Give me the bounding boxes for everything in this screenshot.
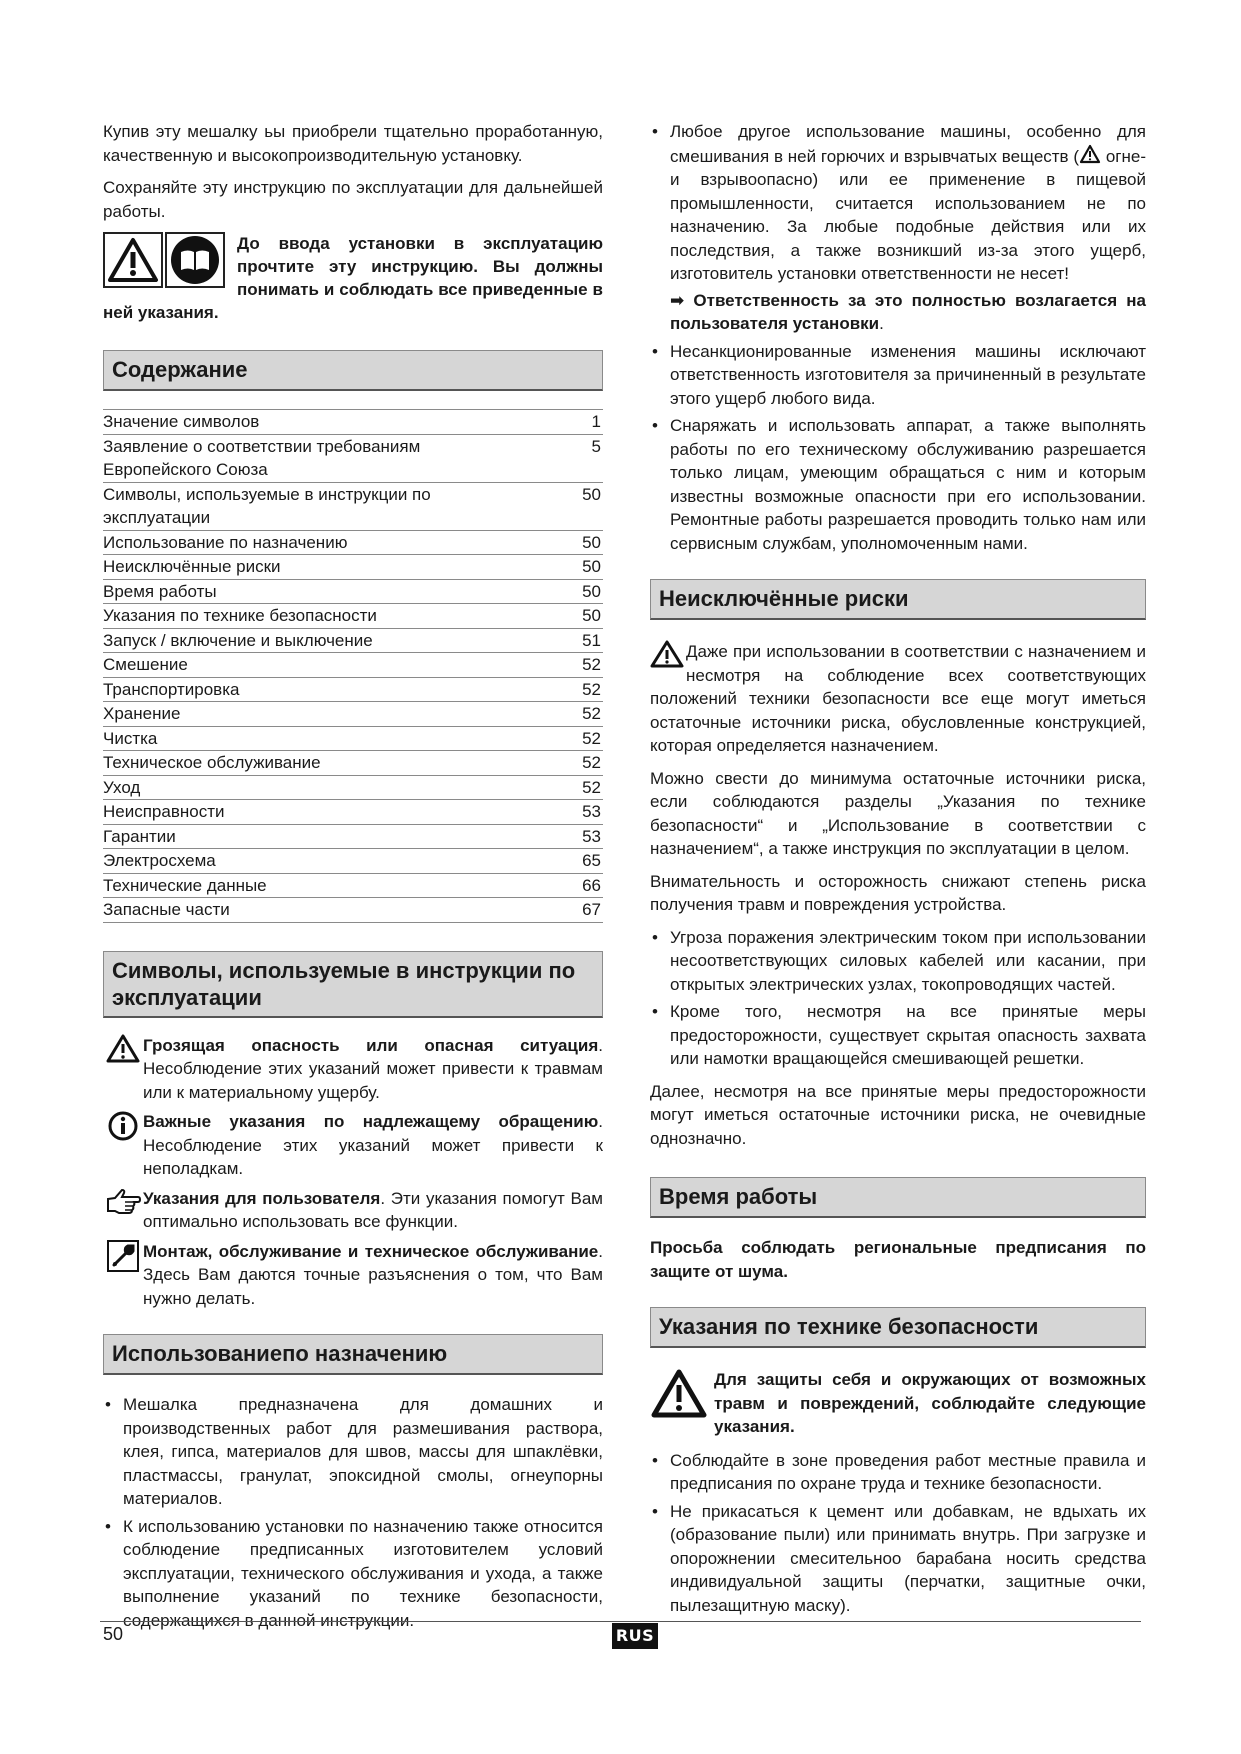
- intro-paragraph-keep: Сохраняйте эту инструкцию по эксплуатации для дальнейшей работы.: [103, 178, 603, 221]
- page-number: 50: [103, 1624, 124, 1644]
- toc-label: Указания по технике безопасности: [103, 606, 377, 625]
- symbol-row: [103, 1110, 603, 1181]
- list-item: • Мешалка предназначена для домашних и производственных работ для размешивания раствора, клея, гипса, материалов для швов, массы для шпаклёвки, пластмассы, гранулат, эпоксидной смолы, огнеупорны материалов.: [103, 1393, 603, 1511]
- toc-page: 52: [582, 753, 601, 772]
- toc-row: [103, 776, 603, 801]
- symbol-row: [103, 1034, 603, 1105]
- toc-label: Чистка: [103, 728, 158, 748]
- toc-label: Уход: [103, 777, 141, 797]
- intro-paragraph: Купив эту мешалку ьы приобрели тщательно проработанную, качественную и высокопроизводительную установку.: [103, 122, 603, 165]
- work-time-text: Просьба соблюдать региональные предписания по защите от шума.: [650, 1238, 1146, 1281]
- toc-row: [103, 653, 603, 678]
- toc-label: Запасные части: [103, 900, 230, 919]
- toc-page: 50: [582, 557, 601, 576]
- toc-label: Символы, используемые в инструкции по эксплуатации: [103, 484, 431, 527]
- toc-row: [103, 629, 603, 654]
- toc-label: Гарантии: [103, 826, 176, 846]
- safety-list: [650, 1449, 1146, 1618]
- toc-row: [103, 874, 603, 899]
- toc-page: 5: [591, 436, 601, 456]
- toc-page: 50: [582, 606, 601, 625]
- misuse-list: [650, 120, 1146, 555]
- arrow-right-icon: ➡: [670, 290, 685, 310]
- risks-list: [650, 926, 1146, 1071]
- intended-use-list: [103, 1393, 603, 1632]
- toc-row: [103, 483, 603, 531]
- toc-label: Использование по назначению: [103, 532, 348, 552]
- toc-label: Неисключённые риски: [103, 557, 281, 576]
- symbol-description: Указания для пользователя. Эти указания помогут Вам оптимально использовать все функции.: [143, 1188, 603, 1231]
- warning-read-manual-icons: [103, 232, 227, 293]
- symbols-list: [103, 1034, 603, 1311]
- risks-paragraph: Можно свести до минимума остаточные источники риска, если соблюдаются разделы „Указания по технике безопасности“ и „Использование в соответствии с назначением“, а также инструкция по эксплуатации в целом.: [650, 768, 1146, 858]
- toc-label: Значение символов: [103, 412, 260, 431]
- toc-page: 50: [582, 532, 601, 552]
- symbol-description: Грозящая опасность или опасная ситуация. Несоблюдение этих указаний может привести к травмам или к материальному ущербу.: [143, 1035, 603, 1102]
- toc-row: [103, 555, 603, 580]
- list-item: • Кроме того, несмотря на все принятые меры предосторожности, существует скрытая опасность захвата или намотки вращающейся смешивающей решетки.: [650, 1000, 1146, 1071]
- toc-page: 66: [582, 875, 601, 895]
- info-icon: [103, 1110, 143, 1150]
- right-column: [650, 120, 1146, 1621]
- intended-use-title: Использованиепо назначению: [103, 1334, 603, 1375]
- toc-row: [103, 898, 603, 923]
- toc-row: [103, 409, 603, 435]
- risks-paragraph: Внимательность и осторожность снижают степень риска получения травм и повреждения устройства.: [650, 871, 1146, 914]
- intro-warning: До ввода установки в эксплуатацию прочтите эту инструкцию. Вы должны понимать и соблюдать все приведенные в ней указания.: [103, 234, 603, 322]
- toc-row: [103, 727, 603, 752]
- work-time-title: Время работы: [650, 1177, 1146, 1218]
- warning-triangle-icon: [1079, 144, 1101, 164]
- list-item: • Несанкционированные изменения машины исключают ответственность изготовителя за причиненный в результате этого ущерб любого вида.: [650, 340, 1146, 411]
- warning-triangle-icon: [650, 1368, 708, 1420]
- responsibility-note: ➡ Ответственность за это полностью возлагается на пользователя установки.: [670, 290, 1146, 333]
- risks-title: Неисключённые риски: [650, 579, 1146, 620]
- toc-row: [103, 580, 603, 605]
- toc-page: 65: [582, 851, 601, 870]
- toc-label: Хранение: [103, 704, 181, 723]
- toc-page: 53: [582, 826, 601, 846]
- list-item: • Не прикасаться к цемент или добавкам, не вдыхать их (образование пыли) или принимать внутрь. При загрузке и опорожнении смесительноо барабана носить средства индивидуальной защиты (перчатки, защитные очки, пылезащитную маску).: [650, 1500, 1146, 1618]
- toc-label: Запуск / включение и выключение: [103, 630, 373, 650]
- list-item: • Снаряжать и использовать аппарат, а также выполнять работы по его техническому обслуживанию разрешается только лицам, умеющим обращаться с ним и которым известны возможные опасности при его использовании. Ремонтные работы разрешается проводить только нам или сервисным службам, уполномоченным нами.: [650, 414, 1146, 555]
- toc-row: [103, 849, 603, 874]
- warning-triangle-icon: [650, 640, 684, 668]
- toc-label: Смешение: [103, 655, 188, 674]
- toc-label: Неисправности: [103, 802, 225, 821]
- toc-row: [103, 702, 603, 727]
- toc-page: 1: [591, 412, 601, 431]
- toc-list: [103, 409, 603, 923]
- pointing-hand-icon: [103, 1187, 143, 1227]
- toc-page: 52: [582, 777, 601, 797]
- toc-page: 50: [582, 581, 601, 601]
- toc-row: [103, 751, 603, 776]
- language-badge: RUS: [612, 1623, 658, 1649]
- list-item: • Любое другое использование машины, особенно для смешивания в ней горючих и взрывчатых веществ ( огне- и взрывоопасно) или ее применение в пищевой промышленности, считается использованием не по назначению. За любые подобные действия или их последствия, а также возникший из-за этого ущерб, изготовитель установки ответственности не несет! ➡ Ответственность за это полностью возлагается на пользователя установки.: [650, 120, 1146, 336]
- toc-page: 52: [582, 704, 601, 723]
- symbol-description: Монтаж, обслуживание и техническое обслуживание. Здесь Вам даются точные разъяснения о том, что Вам нужно делать.: [143, 1241, 603, 1308]
- warning-triangle-icon: [103, 1034, 143, 1074]
- toc-label: Транспортировка: [103, 679, 240, 699]
- toc-label: Электросхема: [103, 851, 216, 870]
- list-item: • Угроза поражения электрическим током при использовании несоответствующих силовых кабелей или касании, при открытых электрических узлах, токопроводящих частей.: [650, 926, 1146, 997]
- symbol-description: Важные указания по надлежащему обращению. Несоблюдение этих указаний может привести к неполадкам.: [143, 1112, 603, 1178]
- left-column: [103, 120, 603, 1636]
- toc-label: Время работы: [103, 581, 217, 601]
- toc-page: 51: [582, 630, 601, 650]
- toc-page: 50: [582, 484, 601, 504]
- toc-row: [103, 531, 603, 556]
- risks-paragraph: Далее, несмотря на все принятые меры предосторожности могут иметься остаточные источники риска, не очевидные однозначно.: [650, 1081, 1146, 1148]
- toc-page: 53: [582, 802, 601, 821]
- toc-row: [103, 800, 603, 825]
- toc-page: 67: [582, 900, 601, 919]
- safety-title: Указания по технике безопасности: [650, 1307, 1146, 1348]
- toc-title: Содержание: [103, 350, 603, 391]
- toc-page: 52: [582, 728, 601, 748]
- wrench-icon: [103, 1240, 143, 1280]
- safety-warning: Для защиты себя и окружающих от возможных травм и повреждений, соблюдайте следующие указания.: [650, 1368, 1146, 1439]
- warning-book-icon: [103, 232, 227, 288]
- toc-row: [103, 825, 603, 850]
- risks-paragraph: Даже при использовании в соответствии с назначением и несмотря на соблюдение всех соответствующих положений техники безопасности все еще могут иметься остаточные источники риска, обусловленные конструкцией, которая определяется назначением.: [650, 642, 1146, 755]
- toc-page: 52: [582, 679, 601, 699]
- toc-row: [103, 435, 603, 483]
- list-item: • К использованию установки по назначению также относится соблюдение предписанных изготовителем условий эксплуатации, технического обслуживания и ухода, а также выполнение указаний по технике безопасности, содержащихся в данной инструкции.: [103, 1515, 603, 1633]
- symbol-row: [103, 1240, 603, 1311]
- toc-row: [103, 678, 603, 703]
- toc-label: Технические данные: [103, 875, 267, 895]
- toc-label: Техническое обслуживание: [103, 753, 321, 772]
- toc-row: [103, 604, 603, 629]
- toc-page: 52: [582, 655, 601, 674]
- symbols-title: Символы, используемые в инструкции по эксплуатации: [103, 951, 603, 1018]
- toc-label: Заявление о соответствии требованиям Европейского Союза: [103, 436, 421, 479]
- symbol-row: [103, 1187, 603, 1234]
- footer-divider: [100, 1621, 1141, 1622]
- list-item: • Соблюдайте в зоне проведения работ местные правила и предписания по охране труда и технике безопасности.: [650, 1449, 1146, 1496]
